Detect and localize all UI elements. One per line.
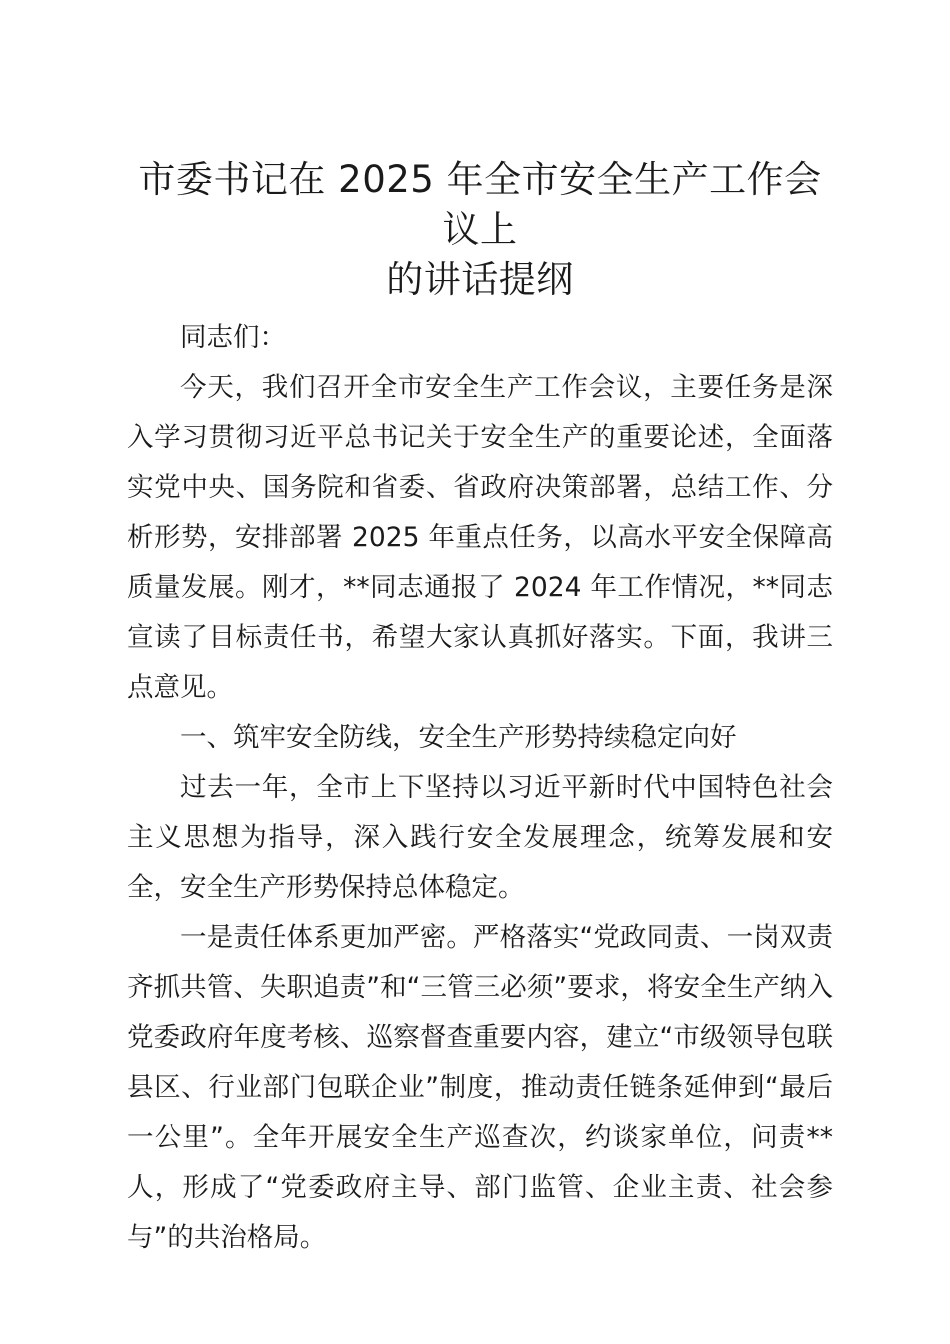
paragraph-responsibility: 一是责任体系更加严密。严格落实“党政同责、一岗双责齐抓共管、失职追责”和“三管三必须”要求，将安全生产纳入党委政府年度考核、巡察督查重要内容，建立“市级领导包联县区、行业部门包联企业”制度，推动责任链条延伸到“最后一公里”。全年开展安全生产巡查次，约谈家单位，问责**人，形成了“党委政府主导、部门监管、企业主责、社会参与”的共治格局。 [127,922,833,1253]
title-line-1: 市委书记在 2025 年全市安全生产工作会议上 [138,158,822,251]
paragraph-overview: 过去一年，全市上下坚持以习近平新时代中国特色社会主义思想为指导，深入践行安全发展理念，统筹发展和安全，安全生产形势保持总体稳定。 [127,772,833,903]
salutation: 同志们： [180,322,286,353]
section-heading-1: 一、筑牢安全防线，安全生产形势持续稳定向好 [180,722,737,753]
document-title [127,155,833,305]
paragraph-intro: 今天，我们召开全市安全生产工作会议，主要任务是深入学习贯彻习近平总书记关于安全生产的重要论述，全面落实党中央、国务院和省委、省政府决策部署，总结工作、分析形势，安排部署 2025 年重点任务，以高水平安全保障高质量发展。刚才，**同志通报了 2024 年工作情况，**同志宣读了目标责任书，希望大家认真抓好落实。下面，我讲三点意见。 [127,372,833,703]
title-line-2: 的讲话提纲 [386,258,574,301]
document-body [127,313,833,1263]
document-content [127,155,833,1263]
